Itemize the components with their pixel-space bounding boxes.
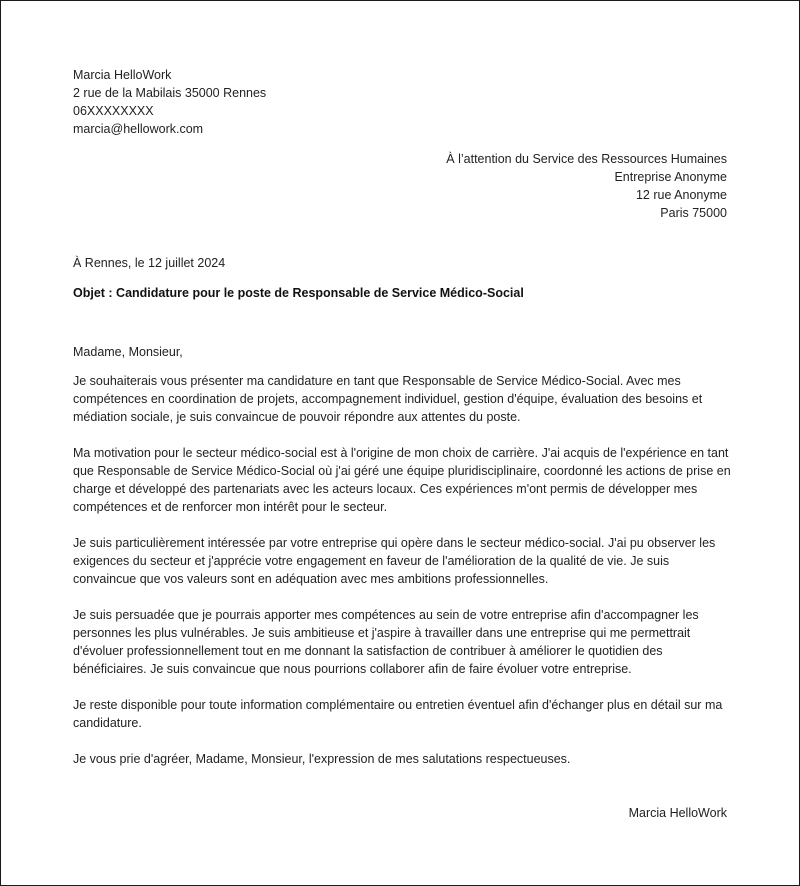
letter-closing: Je vous prie d'agréer, Madame, Monsieur, l'expression de mes salutations respectueuses.: [73, 752, 571, 766]
body-paragraph: Je reste disponible pour toute information complémentaire ou entretien éventuel afin d'échanger plus en détail sur ma candidature.: [73, 698, 723, 730]
sender-block: [73, 66, 266, 138]
letter-subject: Objet : Candidature pour le poste de Responsable de Service Médico-Social: [73, 286, 524, 300]
recipient-attention: À l’attention du Service des Ressources Humaines: [446, 152, 727, 166]
recipient-company: Entreprise Anonyme: [614, 170, 727, 184]
body-paragraph: Ma motivation pour le secteur médico-social est à l'origine de mon choix de carrière. J'ai acquis de l'expérience en tant que Responsable de Service Médico-Social où j'ai géré une équipe pluridisciplinaire, coordonné les actions de prise en charge et développé des partenariats avec les acteurs locaux. Ces expériences m'ont permis de développer mes compétences et de renforcer mon intérêt pour le secteur.: [73, 446, 731, 514]
body-paragraph: Je suis particulièrement intéressée par votre entreprise qui opère dans le secteur médico-social. J'ai pu observer les exigences du secteur et j'apprécie votre engagement en faveur de l'amélioration de la qualité de vie. Je suis convaincue que vos valeurs sont en adéquation avec mes ambitions professionnelles.: [73, 536, 716, 586]
letter-signature: Marcia HelloWork: [628, 806, 727, 820]
recipient-city: Paris 75000: [660, 206, 727, 220]
sender-address: 2 rue de la Mabilais 35000 Rennes: [73, 86, 267, 100]
letter-salutation: Madame, Monsieur,: [73, 345, 183, 359]
recipient-block: [446, 150, 727, 222]
body-paragraph: Je suis persuadée que je pourrais apporter mes compétences au sein de votre entreprise afin d'accompagner les personnes les plus vulnérables. Je suis ambitieuse et j'aspire à travailler dans une entreprise qui me permettrait d'évoluer professionnellement tout en me donnant la satisfaction de contribuer à améliorer le quotidien des bénéficiaires. Je suis convaincue que nous pourrions collaborer afin de faire évoluer votre entreprise.: [73, 608, 699, 676]
sender-email: marcia@hellowork.com: [73, 122, 204, 136]
recipient-street: 12 rue Anonyme: [635, 188, 727, 202]
letter-date: À Rennes, le 12 juillet 2024: [73, 256, 226, 270]
letter-body: [73, 372, 733, 750]
body-paragraph: Je souhaiterais vous présenter ma candidature en tant que Responsable de Service Médico-Social. Avec mes compétences en coordination de projets, accompagnement individuel, gestion d'équipe, évaluation des besoins et médiation sociale, je suis convaincue de pouvoir répondre aux attentes du poste.: [73, 374, 703, 424]
sender-phone: 06XXXXXXXX: [73, 104, 154, 118]
sender-name: Marcia HelloWork: [73, 68, 172, 82]
